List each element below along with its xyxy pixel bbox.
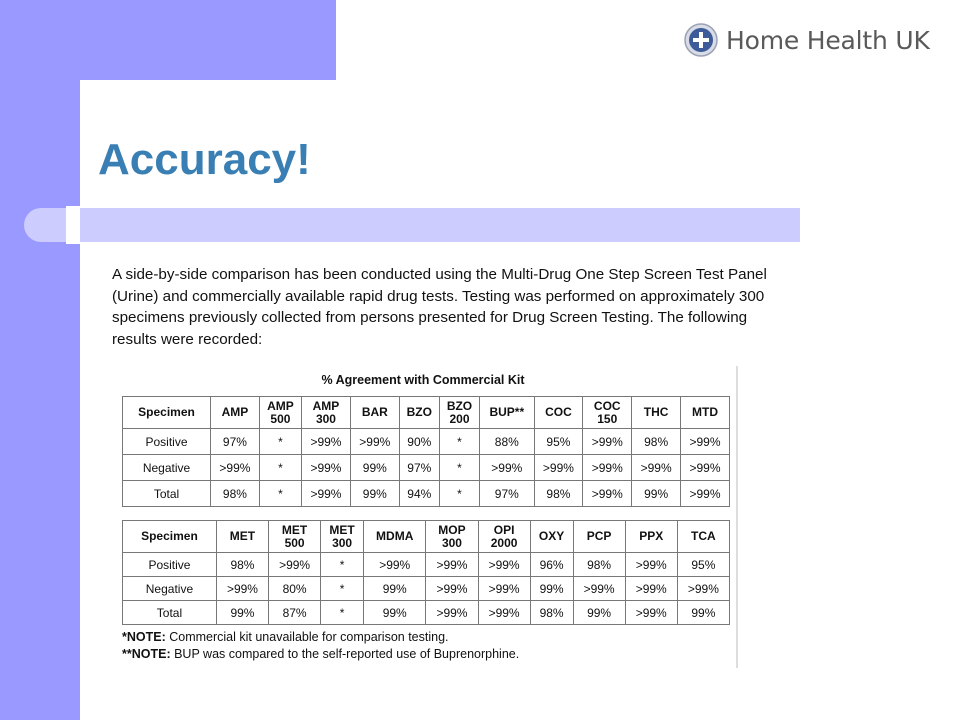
table-cell: 99% <box>364 601 426 625</box>
table-header-cell: BAR <box>350 397 399 429</box>
table-header-cell: COC 150 <box>583 397 632 429</box>
table-header-cell: MET 500 <box>269 521 321 553</box>
table-cell: >99% <box>269 553 321 577</box>
table-header-cell: MET <box>216 521 268 553</box>
table-cell: >99% <box>478 601 530 625</box>
table-cell: 97% <box>399 455 439 481</box>
table-header-cell: MET 300 <box>321 521 364 553</box>
table-cell: 95% <box>534 429 583 455</box>
table-header-cell: OPI 2000 <box>478 521 530 553</box>
title-divider-bar <box>24 208 800 242</box>
table-header-cell: BZO <box>399 397 439 429</box>
table-header-cell: AMP 500 <box>259 397 301 429</box>
note-text: BUP was compared to the self-reported use of Buprenorphine. <box>170 647 520 661</box>
table-cell: >99% <box>681 481 730 507</box>
table-cell: >99% <box>302 455 351 481</box>
table-header-cell: AMP <box>211 397 260 429</box>
table-cell: 98% <box>573 553 625 577</box>
table-cell: 98% <box>216 553 268 577</box>
table-cell: >99% <box>302 481 351 507</box>
table-cell: >99% <box>583 455 632 481</box>
table-cell: 98% <box>534 481 583 507</box>
note-line <box>122 629 519 646</box>
left-panel <box>0 0 80 720</box>
note-line <box>122 646 519 663</box>
table-cell: 87% <box>269 601 321 625</box>
divider-gap <box>66 206 80 244</box>
table-row <box>123 455 730 481</box>
table-cell: >99% <box>583 481 632 507</box>
table-header-row <box>123 397 730 429</box>
table-cell: >99% <box>573 577 625 601</box>
table-cell: 99% <box>530 577 573 601</box>
table-notes <box>122 629 519 663</box>
description-text: A side-by-side comparison has been conducted using the Multi-Drug One Step Screen Test Panel (Urine) and commercially available rapid drug tests. Testing was performed on approximately 300 specimens previously collected from persons presented for Drug Screen Testing. The following results were recorded: <box>112 266 767 348</box>
table-cell: * <box>321 601 364 625</box>
table-cell: 99% <box>364 577 426 601</box>
table-header-cell: Specimen <box>123 397 211 429</box>
table-cell: * <box>259 481 301 507</box>
table-header-cell: MTD <box>681 397 730 429</box>
table-cell: >99% <box>632 455 681 481</box>
note-text: Commercial kit unavailable for comparison testing. <box>165 630 449 644</box>
table-cell: >99% <box>625 553 677 577</box>
table-header-cell: BUP** <box>480 397 534 429</box>
table-cell: * <box>439 481 479 507</box>
table-cell: 94% <box>399 481 439 507</box>
table-cell: >99% <box>364 553 426 577</box>
table-cell: 99% <box>350 481 399 507</box>
table-cell: >99% <box>583 429 632 455</box>
content-corner <box>80 80 140 140</box>
table-cell: * <box>259 455 301 481</box>
table-cell: 95% <box>677 553 729 577</box>
table-cell: >99% <box>478 553 530 577</box>
brand-name: Home Health UK <box>726 25 930 55</box>
table-row <box>123 429 730 455</box>
table-cell: >99% <box>426 601 478 625</box>
table-header-cell: MDMA <box>364 521 426 553</box>
table-cell: 98% <box>211 481 260 507</box>
table-cell: 99% <box>216 601 268 625</box>
table-cell: 80% <box>269 577 321 601</box>
table-cell: >99% <box>677 577 729 601</box>
table-row <box>123 577 730 601</box>
table-row <box>123 481 730 507</box>
note-label: **NOTE: <box>122 647 171 661</box>
note-label: *NOTE: <box>122 630 166 644</box>
table-row <box>123 601 730 625</box>
table-cell: 88% <box>480 429 534 455</box>
table-cell: 96% <box>530 553 573 577</box>
table-cell: * <box>439 455 479 481</box>
table-cell: Negative <box>123 455 211 481</box>
top-panel <box>80 0 336 80</box>
table-cell: Positive <box>123 429 211 455</box>
table-cell: >99% <box>302 429 351 455</box>
table-cell: 99% <box>632 481 681 507</box>
brand-logo <box>684 22 930 58</box>
table-cell: * <box>259 429 301 455</box>
table-cell: >99% <box>625 601 677 625</box>
table-cell: Positive <box>123 553 217 577</box>
table-cell: >99% <box>480 455 534 481</box>
table-cell: 98% <box>632 429 681 455</box>
table-row <box>123 553 730 577</box>
table-cell: 99% <box>677 601 729 625</box>
table-cell: 90% <box>399 429 439 455</box>
table-cell: * <box>321 553 364 577</box>
table-cell: * <box>321 577 364 601</box>
table-header-cell: MOP 300 <box>426 521 478 553</box>
table-header-cell: BZO 200 <box>439 397 479 429</box>
table-header-cell: AMP 300 <box>302 397 351 429</box>
table-cell: >99% <box>681 429 730 455</box>
table-header-cell: PPX <box>625 521 677 553</box>
table-cell: Negative <box>123 577 217 601</box>
table-header-cell: TCA <box>677 521 729 553</box>
table-header-cell: PCP <box>573 521 625 553</box>
table-cell: Total <box>123 601 217 625</box>
results-table-panel <box>110 366 738 668</box>
table-cell: >99% <box>534 455 583 481</box>
table-cell: 98% <box>530 601 573 625</box>
slide-title: Accuracy! <box>98 135 311 184</box>
table-header-row <box>123 521 730 553</box>
table-cell: >99% <box>211 455 260 481</box>
table-cell: >99% <box>426 553 478 577</box>
table-header-cell: OXY <box>530 521 573 553</box>
table-cell: >99% <box>216 577 268 601</box>
table-cell: Total <box>123 481 211 507</box>
table-caption: % Agreement with Commercial Kit <box>321 373 525 387</box>
results-table-2 <box>122 520 730 625</box>
table-cell: >99% <box>426 577 478 601</box>
table-cell: >99% <box>478 577 530 601</box>
table-cell: >99% <box>681 455 730 481</box>
table-cell: 97% <box>211 429 260 455</box>
table-header-cell: THC <box>632 397 681 429</box>
results-table-1 <box>122 396 730 507</box>
plus-circle-icon <box>684 23 718 57</box>
table-cell: >99% <box>625 577 677 601</box>
table-cell: * <box>439 429 479 455</box>
table-cell: 99% <box>350 455 399 481</box>
table-cell: 99% <box>573 601 625 625</box>
table-cell: 97% <box>480 481 534 507</box>
table-header-cell: COC <box>534 397 583 429</box>
table-cell: >99% <box>350 429 399 455</box>
table-header-cell: Specimen <box>123 521 217 553</box>
